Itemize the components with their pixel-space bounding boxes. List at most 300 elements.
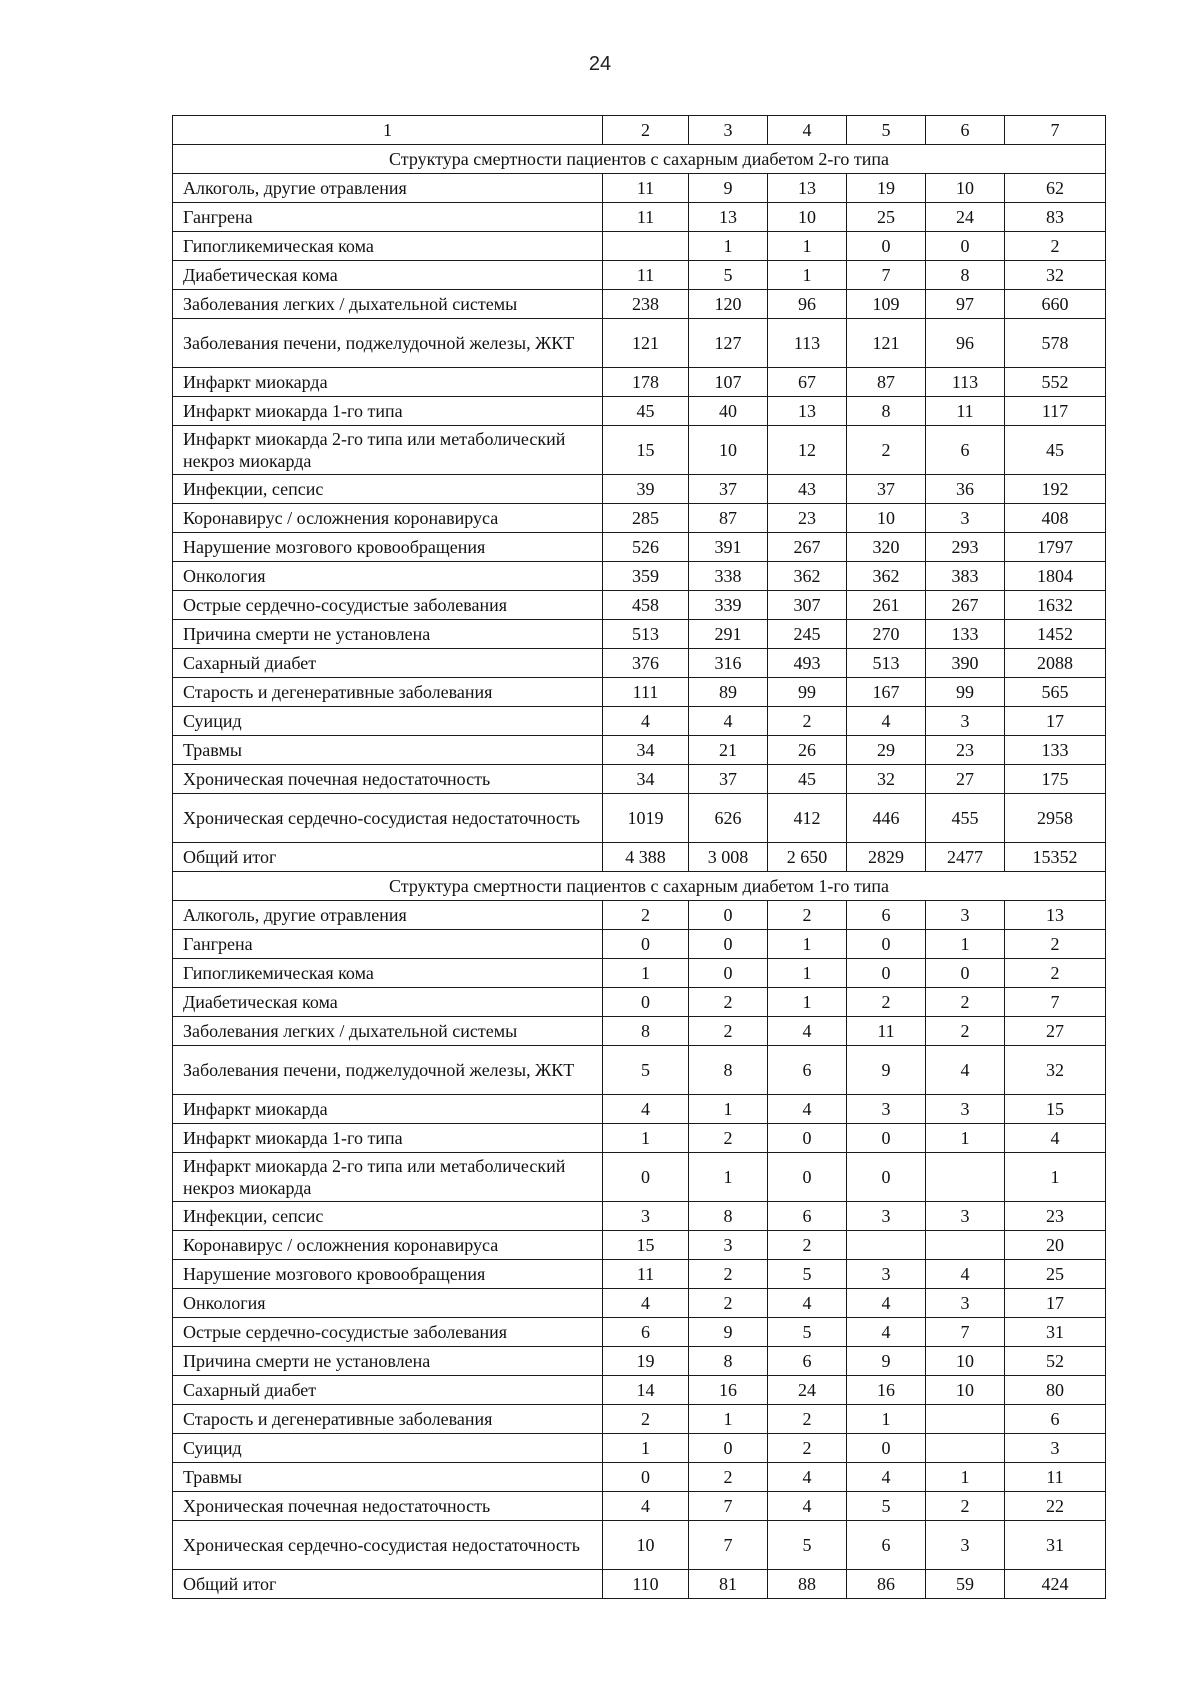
value-cell: 32	[847, 765, 926, 794]
value-cell: 22	[1005, 1492, 1106, 1521]
cause-of-death-cell: Сахарный диабет	[173, 1376, 603, 1405]
cause-of-death-cell: Гангрена	[173, 930, 603, 959]
cause-of-death-cell: Хроническая сердечно-сосудистая недостаточность	[173, 1521, 603, 1570]
value-cell: 4	[603, 1289, 689, 1318]
table-row	[173, 533, 1106, 562]
table-row	[173, 475, 1106, 504]
value-cell: 117	[1005, 397, 1106, 426]
cause-of-death-cell: Инфаркт миокарда 1-го типа	[173, 397, 603, 426]
value-cell: 7	[689, 1521, 768, 1570]
value-cell: 39	[603, 475, 689, 504]
value-cell: 6	[1005, 1405, 1106, 1434]
value-cell: 13	[1005, 901, 1106, 930]
column-header: 2	[603, 116, 689, 145]
value-cell: 121	[603, 319, 689, 368]
value-cell: 0	[847, 959, 926, 988]
value-cell: 1452	[1005, 620, 1106, 649]
value-cell: 80	[1005, 1376, 1106, 1405]
cause-of-death-cell: Инфаркт миокарда 2-го типа или метаболический некроз миокарда	[173, 426, 603, 475]
value-cell: 2 650	[768, 843, 847, 872]
value-cell: 17	[1005, 1289, 1106, 1318]
value-cell: 10	[847, 504, 926, 533]
value-cell: 1019	[603, 794, 689, 843]
value-cell: 16	[689, 1376, 768, 1405]
cause-of-death-cell: Суицид	[173, 1434, 603, 1463]
value-cell: 5	[603, 1046, 689, 1095]
value-cell: 107	[689, 368, 768, 397]
table-row	[173, 1347, 1106, 1376]
table-row	[173, 1318, 1106, 1347]
value-cell: 307	[768, 591, 847, 620]
table-row	[173, 794, 1106, 843]
section-title: Структура смертности пациентов с сахарным диабетом 1-го типа	[173, 872, 1106, 901]
value-cell: 37	[689, 475, 768, 504]
value-cell: 376	[603, 649, 689, 678]
cause-of-death-cell: Причина смерти не установлена	[173, 1347, 603, 1376]
value-cell: 10	[689, 426, 768, 475]
value-cell: 16	[847, 1376, 926, 1405]
value-cell: 86	[847, 1570, 926, 1599]
value-cell: 565	[1005, 678, 1106, 707]
cause-of-death-cell: Диабетическая кома	[173, 261, 603, 290]
value-cell: 1	[926, 1463, 1005, 1492]
value-cell: 0	[603, 988, 689, 1017]
table-row	[173, 1521, 1106, 1570]
section-title-row	[173, 872, 1106, 901]
value-cell: 1	[768, 930, 847, 959]
value-cell: 4	[603, 1492, 689, 1521]
value-cell: 23	[768, 504, 847, 533]
value-cell: 11	[1005, 1463, 1106, 1492]
cause-of-death-cell: Гангрена	[173, 203, 603, 232]
table-row	[173, 591, 1106, 620]
value-cell: 7	[689, 1492, 768, 1521]
value-cell: 45	[768, 765, 847, 794]
value-cell: 2088	[1005, 649, 1106, 678]
value-cell: 4	[768, 1463, 847, 1492]
value-cell: 25	[1005, 1260, 1106, 1289]
value-cell: 40	[689, 397, 768, 426]
column-header: 5	[847, 116, 926, 145]
value-cell: 1	[689, 1153, 768, 1202]
value-cell: 267	[768, 533, 847, 562]
value-cell: 3	[603, 1202, 689, 1231]
value-cell: 0	[603, 1463, 689, 1492]
value-cell: 424	[1005, 1570, 1106, 1599]
value-cell: 133	[926, 620, 1005, 649]
value-cell: 12	[768, 426, 847, 475]
column-header: 6	[926, 116, 1005, 145]
value-cell: 19	[847, 174, 926, 203]
value-cell: 526	[603, 533, 689, 562]
table-row	[173, 765, 1106, 794]
value-cell: 52	[1005, 1347, 1106, 1376]
value-cell: 4	[847, 1289, 926, 1318]
value-cell: 4	[689, 707, 768, 736]
value-cell: 2	[689, 1260, 768, 1289]
value-cell: 2	[926, 1492, 1005, 1521]
value-cell: 8	[689, 1347, 768, 1376]
value-cell: 0	[603, 930, 689, 959]
table-row	[173, 1231, 1106, 1260]
page-number: 24	[588, 53, 612, 75]
value-cell: 10	[768, 203, 847, 232]
value-cell: 37	[847, 475, 926, 504]
value-cell: 3	[847, 1202, 926, 1231]
value-cell: 167	[847, 678, 926, 707]
table-row	[173, 1202, 1106, 1231]
value-cell: 1	[768, 988, 847, 1017]
value-cell: 552	[1005, 368, 1106, 397]
value-cell: 24	[926, 203, 1005, 232]
value-cell: 62	[1005, 174, 1106, 203]
cause-of-death-cell: Старость и дегенеративные заболевания	[173, 678, 603, 707]
value-cell: 285	[603, 504, 689, 533]
value-cell: 4	[847, 707, 926, 736]
value-cell: 2	[603, 1405, 689, 1434]
value-cell: 0	[603, 1153, 689, 1202]
value-cell: 13	[689, 203, 768, 232]
value-cell: 6	[926, 426, 1005, 475]
cause-of-death-cell: Инфаркт миокарда 2-го типа или метаболический некроз миокарда	[173, 1153, 603, 1202]
cause-of-death-cell: Заболевания печени, поджелудочной железы, ЖКТ	[173, 1046, 603, 1095]
value-cell: 9	[847, 1046, 926, 1095]
table-row	[173, 397, 1106, 426]
value-cell: 338	[689, 562, 768, 591]
value-cell: 2	[689, 988, 768, 1017]
table-row	[173, 232, 1106, 261]
table-row	[173, 562, 1106, 591]
value-cell: 1	[603, 1434, 689, 1463]
value-cell: 3	[926, 1521, 1005, 1570]
column-header: 1	[173, 116, 603, 145]
value-cell: 192	[1005, 475, 1106, 504]
cause-of-death-cell: Диабетическая кома	[173, 988, 603, 1017]
table-row	[173, 901, 1106, 930]
value-cell: 412	[768, 794, 847, 843]
table-row	[173, 620, 1106, 649]
value-cell: 2	[1005, 930, 1106, 959]
cause-of-death-cell: Заболевания легких / дыхательной системы	[173, 290, 603, 319]
cause-of-death-cell: Причина смерти не установлена	[173, 620, 603, 649]
value-cell: 0	[926, 232, 1005, 261]
value-cell	[926, 1153, 1005, 1202]
value-cell: 0	[768, 1124, 847, 1153]
value-cell: 15	[603, 426, 689, 475]
value-cell: 1	[768, 959, 847, 988]
value-cell: 127	[689, 319, 768, 368]
value-cell: 6	[768, 1202, 847, 1231]
value-cell: 3	[926, 504, 1005, 533]
cause-of-death-cell: Нарушение мозгового кровообращения	[173, 533, 603, 562]
value-cell: 0	[847, 232, 926, 261]
column-header: 7	[1005, 116, 1106, 145]
value-cell: 5	[768, 1260, 847, 1289]
table-row	[173, 1095, 1106, 1124]
value-cell: 3	[689, 1231, 768, 1260]
cause-of-death-cell: Хроническая сердечно-сосудистая недостаточность	[173, 794, 603, 843]
value-cell: 27	[1005, 1017, 1106, 1046]
value-cell: 37	[689, 765, 768, 794]
table-row	[173, 203, 1106, 232]
value-cell: 2	[603, 901, 689, 930]
value-cell: 133	[1005, 736, 1106, 765]
value-cell: 23	[1005, 1202, 1106, 1231]
value-cell: 1	[768, 261, 847, 290]
table-row	[173, 1492, 1106, 1521]
value-cell: 43	[768, 475, 847, 504]
value-cell: 339	[689, 591, 768, 620]
value-cell: 2	[847, 426, 926, 475]
value-cell: 4	[847, 1318, 926, 1347]
value-cell: 11	[603, 1260, 689, 1289]
value-cell: 293	[926, 533, 1005, 562]
value-cell: 0	[689, 959, 768, 988]
cause-of-death-cell: Инфекции, сепсис	[173, 475, 603, 504]
table-body	[173, 116, 1106, 1599]
value-cell: 11	[603, 203, 689, 232]
value-cell: 96	[926, 319, 1005, 368]
value-cell: 24	[768, 1376, 847, 1405]
value-cell: 8	[603, 1017, 689, 1046]
cause-of-death-cell: Общий итог	[173, 1570, 603, 1599]
value-cell: 3	[926, 1095, 1005, 1124]
value-cell: 2	[768, 707, 847, 736]
value-cell: 493	[768, 649, 847, 678]
value-cell: 270	[847, 620, 926, 649]
table-row	[173, 736, 1106, 765]
value-cell: 34	[603, 736, 689, 765]
value-cell: 9	[689, 174, 768, 203]
table-row	[173, 426, 1106, 475]
value-cell: 4	[926, 1046, 1005, 1095]
value-cell: 36	[926, 475, 1005, 504]
value-cell: 13	[768, 174, 847, 203]
table-row	[173, 1153, 1106, 1202]
table-row	[173, 930, 1106, 959]
value-cell: 2	[689, 1289, 768, 1318]
value-cell	[926, 1231, 1005, 1260]
value-cell: 408	[1005, 504, 1106, 533]
value-cell	[847, 1231, 926, 1260]
value-cell: 15	[603, 1231, 689, 1260]
value-cell: 359	[603, 562, 689, 591]
value-cell: 5	[768, 1318, 847, 1347]
cause-of-death-cell: Сахарный диабет	[173, 649, 603, 678]
value-cell: 1	[1005, 1153, 1106, 1202]
value-cell: 2477	[926, 843, 1005, 872]
column-number-header-row	[173, 116, 1106, 145]
value-cell: 21	[689, 736, 768, 765]
value-cell: 121	[847, 319, 926, 368]
value-cell: 0	[847, 1124, 926, 1153]
value-cell: 113	[768, 319, 847, 368]
value-cell: 113	[926, 368, 1005, 397]
value-cell: 0	[926, 959, 1005, 988]
value-cell: 1	[603, 959, 689, 988]
value-cell: 1	[603, 1124, 689, 1153]
table-row	[173, 290, 1106, 319]
value-cell: 10	[603, 1521, 689, 1570]
value-cell: 89	[689, 678, 768, 707]
value-cell: 110	[603, 1570, 689, 1599]
section-title-row	[173, 145, 1106, 174]
value-cell: 31	[1005, 1318, 1106, 1347]
value-cell: 11	[603, 261, 689, 290]
cause-of-death-cell: Инфаркт миокарда 1-го типа	[173, 1124, 603, 1153]
table-row	[173, 1124, 1106, 1153]
value-cell: 1	[926, 930, 1005, 959]
value-cell: 3	[926, 707, 1005, 736]
table-row	[173, 174, 1106, 203]
value-cell: 0	[689, 1434, 768, 1463]
value-cell: 99	[768, 678, 847, 707]
value-cell: 2958	[1005, 794, 1106, 843]
value-cell: 0	[768, 1153, 847, 1202]
table-row	[173, 1376, 1106, 1405]
value-cell: 5	[847, 1492, 926, 1521]
value-cell: 390	[926, 649, 1005, 678]
value-cell: 4	[847, 1463, 926, 1492]
value-cell: 45	[1005, 426, 1106, 475]
value-cell: 8	[847, 397, 926, 426]
cause-of-death-cell: Суицид	[173, 707, 603, 736]
cause-of-death-cell: Алкоголь, другие отравления	[173, 901, 603, 930]
value-cell: 2	[689, 1017, 768, 1046]
value-cell: 11	[603, 174, 689, 203]
value-cell: 2	[689, 1124, 768, 1153]
cause-of-death-cell: Алкоголь, другие отравления	[173, 174, 603, 203]
cause-of-death-cell: Онкология	[173, 1289, 603, 1318]
value-cell: 383	[926, 562, 1005, 591]
cause-of-death-cell: Инфекции, сепсис	[173, 1202, 603, 1231]
value-cell: 0	[847, 1153, 926, 1202]
value-cell: 19	[603, 1347, 689, 1376]
value-cell: 2	[768, 1231, 847, 1260]
value-cell: 87	[689, 504, 768, 533]
value-cell: 4 388	[603, 843, 689, 872]
table-row	[173, 1017, 1106, 1046]
value-cell: 3	[926, 1202, 1005, 1231]
cause-of-death-cell: Заболевания печени, поджелудочной железы, ЖКТ	[173, 319, 603, 368]
table-row	[173, 1289, 1106, 1318]
value-cell: 32	[1005, 261, 1106, 290]
cause-of-death-cell: Хроническая почечная недостаточность	[173, 1492, 603, 1521]
cause-of-death-cell: Травмы	[173, 1463, 603, 1492]
value-cell: 67	[768, 368, 847, 397]
value-cell: 31	[1005, 1521, 1106, 1570]
value-cell: 13	[768, 397, 847, 426]
value-cell: 32	[1005, 1046, 1106, 1095]
value-cell: 120	[689, 290, 768, 319]
column-header: 4	[768, 116, 847, 145]
value-cell: 6	[847, 901, 926, 930]
value-cell: 5	[768, 1521, 847, 1570]
value-cell: 3	[926, 1289, 1005, 1318]
value-cell: 1	[689, 1405, 768, 1434]
value-cell: 446	[847, 794, 926, 843]
value-cell	[603, 232, 689, 261]
value-cell: 11	[847, 1017, 926, 1046]
value-cell: 267	[926, 591, 1005, 620]
total-row	[173, 1570, 1106, 1599]
value-cell: 87	[847, 368, 926, 397]
value-cell: 23	[926, 736, 1005, 765]
cause-of-death-cell: Гипогликемическая кома	[173, 959, 603, 988]
value-cell: 4	[768, 1095, 847, 1124]
value-cell: 238	[603, 290, 689, 319]
value-cell: 6	[847, 1521, 926, 1570]
value-cell: 96	[768, 290, 847, 319]
value-cell: 3	[1005, 1434, 1106, 1463]
value-cell: 88	[768, 1570, 847, 1599]
value-cell: 10	[926, 174, 1005, 203]
value-cell: 5	[689, 261, 768, 290]
value-cell: 109	[847, 290, 926, 319]
value-cell: 0	[847, 1434, 926, 1463]
value-cell: 3	[847, 1260, 926, 1289]
value-cell: 391	[689, 533, 768, 562]
value-cell: 26	[768, 736, 847, 765]
table-row	[173, 1046, 1106, 1095]
value-cell: 6	[768, 1046, 847, 1095]
value-cell: 626	[689, 794, 768, 843]
value-cell: 660	[1005, 290, 1106, 319]
value-cell: 2	[1005, 959, 1106, 988]
value-cell: 9	[847, 1347, 926, 1376]
mortality-structure-table	[172, 115, 1106, 1599]
value-cell: 7	[847, 261, 926, 290]
table-row	[173, 1434, 1106, 1463]
value-cell: 15352	[1005, 843, 1106, 872]
value-cell: 362	[768, 562, 847, 591]
value-cell: 1	[689, 1095, 768, 1124]
value-cell: 4	[603, 707, 689, 736]
cause-of-death-cell: Хроническая почечная недостаточность	[173, 765, 603, 794]
cause-of-death-cell: Коронавирус / осложнения коронавируса	[173, 504, 603, 533]
value-cell: 11	[926, 397, 1005, 426]
table-row	[173, 504, 1106, 533]
value-cell: 4	[768, 1017, 847, 1046]
value-cell: 4	[603, 1095, 689, 1124]
value-cell: 458	[603, 591, 689, 620]
cause-of-death-cell: Коронавирус / осложнения коронавируса	[173, 1231, 603, 1260]
table-row	[173, 649, 1106, 678]
value-cell: 178	[603, 368, 689, 397]
cause-of-death-cell: Онкология	[173, 562, 603, 591]
value-cell: 2	[768, 901, 847, 930]
value-cell: 34	[603, 765, 689, 794]
value-cell: 2	[768, 1434, 847, 1463]
value-cell: 4	[768, 1289, 847, 1318]
value-cell: 45	[603, 397, 689, 426]
value-cell: 320	[847, 533, 926, 562]
table-row	[173, 707, 1106, 736]
table-row	[173, 988, 1106, 1017]
cause-of-death-cell: Заболевания легких / дыхательной системы	[173, 1017, 603, 1046]
value-cell: 0	[847, 930, 926, 959]
value-cell: 0	[689, 930, 768, 959]
value-cell: 1	[768, 232, 847, 261]
value-cell: 4	[926, 1260, 1005, 1289]
cause-of-death-cell: Острые сердечно-сосудистые заболевания	[173, 591, 603, 620]
value-cell: 7	[1005, 988, 1106, 1017]
value-cell: 111	[603, 678, 689, 707]
value-cell: 83	[1005, 203, 1106, 232]
value-cell: 1	[926, 1124, 1005, 1153]
cause-of-death-cell: Старость и дегенеративные заболевания	[173, 1405, 603, 1434]
value-cell: 578	[1005, 319, 1106, 368]
